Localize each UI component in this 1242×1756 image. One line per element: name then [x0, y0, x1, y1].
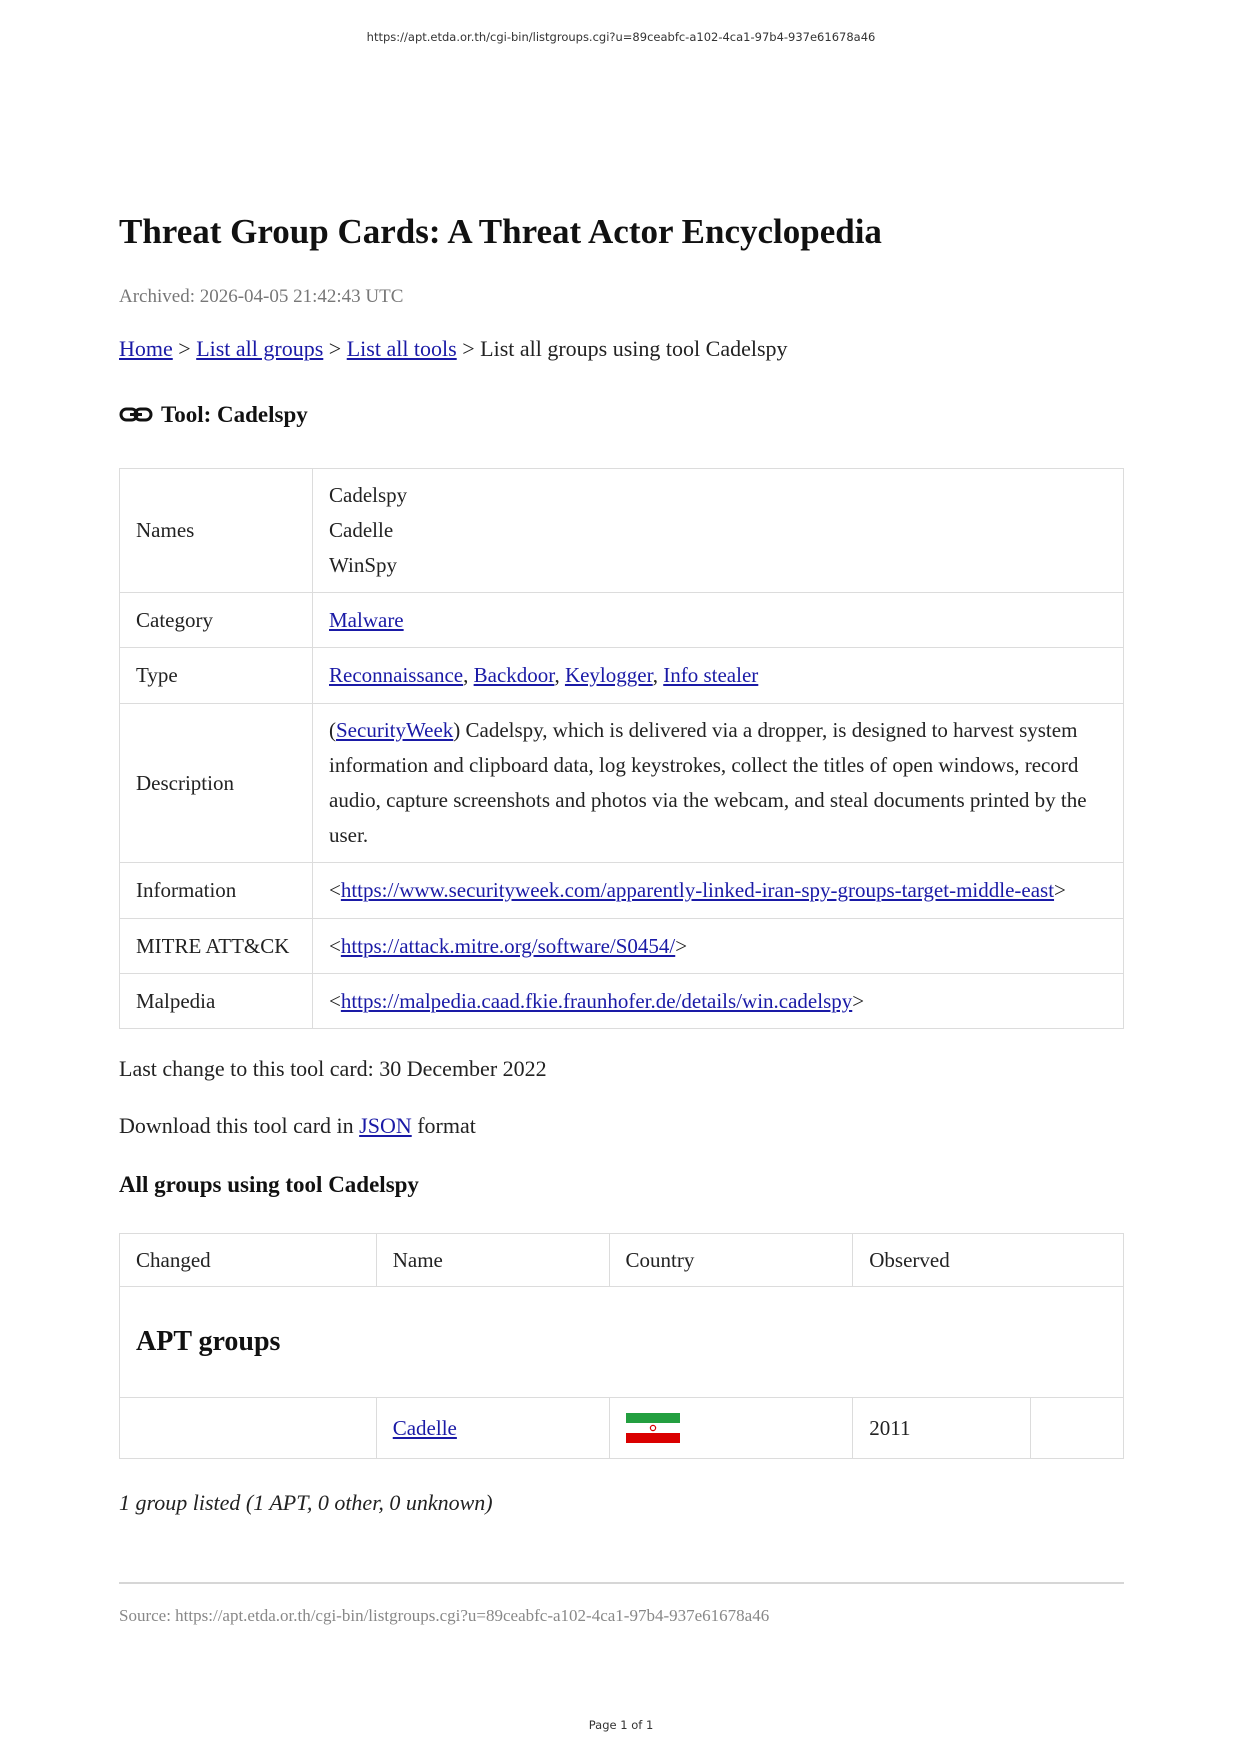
groups-heading: All groups using tool Cadelspy: [119, 1172, 419, 1197]
breadcrumb-tools-link[interactable]: List all tools: [346, 336, 457, 361]
download-line: [119, 1113, 476, 1139]
type-separator: ,: [463, 663, 474, 687]
table-row: [120, 1398, 1124, 1459]
cell-name: [376, 1398, 609, 1459]
cell-country: [609, 1398, 853, 1459]
source-url: Source: https://apt.etda.or.th/cgi-bin/listgroups.cgi?u=89ceabfc-a102-4ca1-97b4-937e61678a46: [119, 1606, 770, 1625]
malpedia-url-link[interactable]: https://malpedia.caad.fkie.fraunhofer.de/details/win.cadelspy: [340, 988, 853, 1013]
link-icon: [119, 406, 153, 428]
cell-extra: [1031, 1398, 1124, 1459]
type-info-stealer-link[interactable]: Info stealer: [663, 663, 759, 687]
name-item: WinSpy: [329, 553, 397, 577]
description-open-paren: (: [329, 718, 336, 742]
breadcrumb-home-link[interactable]: Home: [119, 336, 173, 361]
type-value: [313, 648, 1124, 704]
tool-info-table: [119, 468, 1124, 1029]
mitre-value: [313, 919, 1124, 974]
archived-timestamp: Archived: 2026-04-05 21:42:43 UTC: [119, 286, 404, 307]
breadcrumb-separator: >: [323, 336, 347, 361]
type-separator: ,: [554, 663, 565, 687]
description-label: Description: [120, 704, 313, 863]
download-prefix: Download this tool card in: [119, 1113, 360, 1138]
breadcrumb-separator: >: [172, 336, 197, 361]
groups-header-row: [120, 1234, 1124, 1287]
page-number: Page 1 of 1: [588, 1718, 654, 1732]
type-label: Type: [120, 648, 313, 704]
angle-open: <: [329, 933, 341, 958]
breadcrumb-groups-link[interactable]: List all groups: [196, 336, 324, 361]
groups-summary: 1 group listed (1 APT, 0 other, 0 unknown): [119, 1490, 493, 1515]
info-row-names: [120, 469, 1124, 593]
info-row-information: [120, 863, 1124, 919]
apt-section-row: [120, 1287, 1124, 1398]
angle-open: <: [329, 878, 341, 902]
name-item: Cadelle: [329, 518, 394, 542]
breadcrumb: [119, 336, 788, 362]
information-label: Information: [120, 863, 313, 919]
groups-table: [119, 1233, 1124, 1459]
breadcrumb-current: List all groups using tool Cadelspy: [480, 336, 788, 361]
cell-observed: 2011: [853, 1398, 1031, 1459]
information-value: [313, 863, 1124, 919]
info-row-malpedia: [120, 974, 1124, 1029]
tool-heading-text: Tool: Cadelspy: [161, 402, 308, 427]
mitre-label: MITRE ATT&CK: [120, 919, 313, 974]
type-separator: ,: [652, 663, 664, 687]
information-url-link[interactable]: https://www.securityweek.com/apparently-linked-iran-spy-groups-target-middle-east: [340, 878, 1055, 902]
malpedia-label: Malpedia: [120, 974, 313, 1029]
category-label: Category: [120, 593, 313, 648]
apt-section-cell: [120, 1287, 1124, 1398]
info-row-description: [120, 704, 1124, 863]
angle-close: >: [852, 988, 865, 1013]
cell-changed: [120, 1398, 377, 1459]
info-row-mitre: [120, 919, 1124, 974]
category-malware-link[interactable]: Malware: [329, 607, 404, 632]
last-change-text: Last change to this tool card: 30 December 2022: [119, 1056, 547, 1081]
iran-flag-icon: [626, 1413, 680, 1443]
description-source-link[interactable]: SecurityWeek: [336, 718, 454, 742]
names-label: Names: [120, 469, 313, 593]
divider: [119, 1582, 1124, 1584]
mitre-url-link[interactable]: https://attack.mitre.org/software/S0454/: [340, 933, 676, 958]
description-value: [313, 704, 1124, 863]
type-backdoor-link[interactable]: Backdoor: [473, 663, 555, 687]
info-row-type: [120, 648, 1124, 704]
print-header-url: https://apt.etda.or.th/cgi-bin/listgroups.cgi?u=89ceabfc-a102-4ca1-97b4-937e61678a46: [366, 30, 876, 44]
tool-heading: [119, 402, 308, 428]
download-suffix: format: [411, 1113, 476, 1138]
header-country: Country: [609, 1234, 853, 1287]
apt-section-heading: APT groups: [136, 1326, 281, 1357]
type-reconnaissance-link[interactable]: Reconnaissance: [329, 663, 464, 687]
malpedia-value: [313, 974, 1124, 1029]
group-cadelle-link[interactable]: Cadelle: [392, 1415, 457, 1440]
breadcrumb-separator: >: [456, 336, 481, 361]
name-item: Cadelspy: [329, 483, 408, 507]
names-value: [313, 469, 1124, 593]
category-value: [313, 593, 1124, 648]
angle-close: >: [675, 933, 688, 958]
download-json-link[interactable]: JSON: [359, 1113, 412, 1138]
header-observed: Observed: [853, 1234, 1124, 1287]
info-row-category: [120, 593, 1124, 648]
description-text: ) Cadelspy, which is delivered via a dropper, is designed to harvest system information and clipboard data, log keystrokes, collect the titles of open windows, record audio, capture screenshots and photos via the webcam, and steal documents printed by the user.: [329, 718, 1087, 847]
type-keylogger-link[interactable]: Keylogger: [564, 663, 653, 687]
header-changed: Changed: [120, 1234, 377, 1287]
page-title: Threat Group Cards: A Threat Actor Encyclopedia: [119, 212, 882, 251]
header-name: Name: [376, 1234, 609, 1287]
angle-open: <: [329, 988, 341, 1013]
angle-close: >: [1054, 878, 1066, 902]
